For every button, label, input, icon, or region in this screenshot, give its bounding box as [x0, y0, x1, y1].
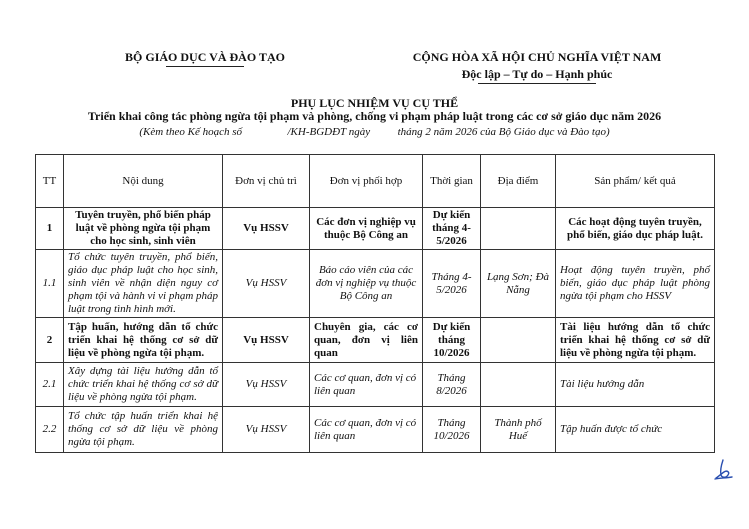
header-tt: TT — [36, 155, 64, 208]
ministry-header — [100, 50, 310, 67]
row-lead: Vụ HSSV — [223, 208, 310, 250]
row-result: Hoạt động tuyên truyền, phổ biến, giáo dục pháp luật phòng ngừa tội phạm cho HSSV — [556, 250, 715, 318]
header-lead: Đơn vị chủ trì — [223, 155, 310, 208]
national-motto: Độc lập – Tự do – Hạnh phúc — [461, 67, 613, 81]
row-lead: Vụ HSSV — [223, 363, 310, 407]
header-result: Sản phẩm/ kết quả — [556, 155, 715, 208]
table-row — [36, 318, 715, 363]
task-table — [35, 154, 715, 453]
row-place — [481, 208, 556, 250]
row-time: Dự kiến tháng 4-5/2026 — [423, 208, 481, 250]
motto-underline — [478, 83, 596, 84]
row-content: Tổ chức tuyên truyền, phổ biến, giáo dục pháp luật cho học sinh, sinh viên về nhận diện nguy cơ phạm tội và hành vi vi phạm pháp luật trong tình hình mới. — [64, 250, 223, 318]
ministry-name: BỘ GIÁO DỤC VÀ ĐÀO TẠO — [125, 50, 285, 64]
reference-part-1: (Kèm theo Kế hoạch số — [139, 126, 242, 138]
ministry-underline — [166, 66, 244, 67]
row-coop: Chuyên gia, các cơ quan, đơn vị liên quan — [310, 318, 423, 363]
table-row — [36, 250, 715, 318]
row-time: Dự kiến tháng 10/2026 — [423, 318, 481, 363]
row-time: Tháng 8/2026 — [423, 363, 481, 407]
row-place: Thành phố Huế — [481, 407, 556, 453]
table-row — [36, 208, 715, 250]
table-row — [36, 407, 715, 453]
row-lead: Vụ HSSV — [223, 318, 310, 363]
table-row — [36, 363, 715, 407]
table-header-row — [36, 155, 715, 208]
row-content: Xây dựng tài liệu hướng dẫn tổ chức triển khai hệ thống cơ sở dữ liệu về phòng ngừa tội phạm. — [64, 363, 223, 407]
row-tt: 1 — [36, 208, 64, 250]
row-lead: Vụ HSSV — [223, 407, 310, 453]
header-content: Nội dung — [64, 155, 223, 208]
row-result: Tài liệu hướng dẫn — [556, 363, 715, 407]
row-content: Tuyên truyền, phổ biến pháp luật về phòng ngừa tội phạm cho học sinh, sinh viên — [64, 208, 223, 250]
appendix-subtitle: Triển khai công tác phòng ngừa tội phạm và phòng, chống vi phạm pháp luật trong các cơ sở giáo dục năm 2026 — [87, 109, 662, 123]
row-tt: 2 — [36, 318, 64, 363]
appendix-reference — [0, 126, 749, 138]
row-result: Các hoạt động tuyên truyền, phổ biến, giáo dục pháp luật. — [556, 208, 715, 250]
initial-signature-icon — [712, 458, 734, 482]
row-place — [481, 363, 556, 407]
row-place — [481, 318, 556, 363]
row-tt: 2.2 — [36, 407, 64, 453]
row-time: Tháng 4-5/2026 — [423, 250, 481, 318]
row-lead: Vụ HSSV — [223, 250, 310, 318]
row-coop: Các cơ quan, đơn vị có liên quan — [310, 407, 423, 453]
reference-part-3: tháng 2 năm 2026 của Bộ Giáo dục và Đào tạo) — [397, 126, 610, 138]
row-time: Tháng 10/2026 — [423, 407, 481, 453]
header-time: Thời gian — [423, 155, 481, 208]
appendix-title: PHỤ LỤC NHIỆM VỤ CỤ THỂ — [290, 96, 459, 110]
republic-name: CỘNG HÒA XÃ HỘI CHỦ NGHĨA VIỆT NAM — [412, 50, 662, 64]
row-result: Tài liệu hướng dẫn tổ chức triển khai hệ thống cơ sở dữ liệu về phòng ngừa tội phạm. — [556, 318, 715, 363]
header-coop: Đơn vị phối hợp — [310, 155, 423, 208]
row-tt: 1.1 — [36, 250, 64, 318]
reference-part-2: /KH-BGDĐT ngày — [287, 126, 371, 138]
row-place: Lạng Sơn; Đà Nẵng — [481, 250, 556, 318]
national-header — [372, 50, 702, 84]
row-result: Tập huấn được tổ chức — [556, 407, 715, 453]
row-tt: 2.1 — [36, 363, 64, 407]
row-coop: Báo cáo viên của các đơn vị nghiệp vụ thuộc Bộ Công an — [310, 250, 423, 318]
row-content: Tổ chức tập huấn triển khai hệ thống cơ sở dữ liệu về phòng ngừa tội phạm. — [64, 407, 223, 453]
header-place: Địa điểm — [481, 155, 556, 208]
row-coop: Các đơn vị nghiệp vụ thuộc Bộ Công an — [310, 208, 423, 250]
row-coop: Các cơ quan, đơn vị có liên quan — [310, 363, 423, 407]
row-content: Tập huấn, hướng dẫn tổ chức triển khai hệ thống cơ sở dữ liệu về phòng ngừa tội phạm. — [64, 318, 223, 363]
